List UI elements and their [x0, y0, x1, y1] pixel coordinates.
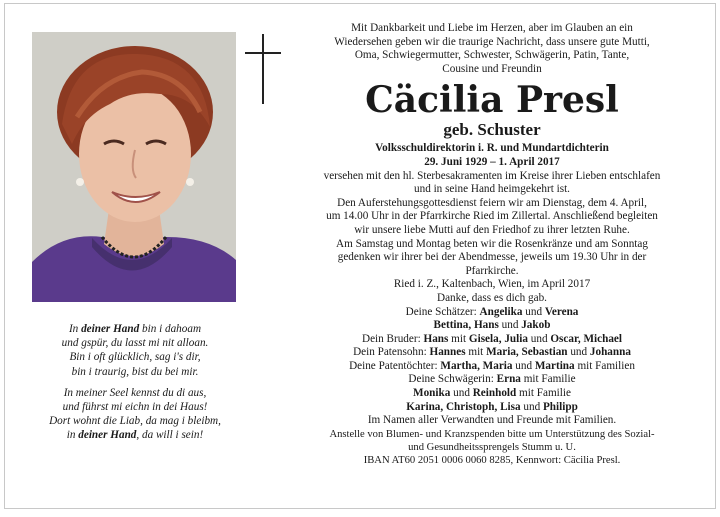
intro-text	[277, 22, 707, 76]
poem-line	[25, 428, 245, 442]
place-date: Ried i. Z., Kaltenbach, Wien, im April 2017	[393, 278, 591, 291]
family-line	[277, 360, 707, 374]
donation-line: und Gesundheitssprengels Stumm u. U.	[408, 441, 576, 453]
family-conj: und	[570, 346, 588, 359]
family-conj: und	[453, 387, 470, 400]
family-line	[277, 373, 707, 387]
poem-text: in	[66, 429, 79, 442]
family-names: Martha, Maria	[440, 359, 513, 372]
deceased-name: Cäcilia Presl	[365, 79, 619, 122]
poem-line: und gspür, du lasst mi nit alloan.	[61, 337, 209, 350]
funeral-line: wir unsere liebe Mutti auf den Friedhof zu ihrer letzten Ruhe.	[354, 223, 630, 236]
funeral-line: Den Auferstehungsgottesdienst feiern wir am Dienstag, dem 4. April,	[337, 196, 647, 209]
poem-text: , da will i sein!	[136, 429, 204, 442]
maiden-name: geb. Schuster	[443, 120, 541, 140]
family-names: Reinhold	[472, 387, 517, 400]
family-line	[277, 387, 707, 401]
poem-stanza-gap	[25, 379, 245, 386]
family-conj: und	[530, 332, 548, 345]
family-names: Erna	[496, 373, 521, 386]
poem	[25, 322, 245, 443]
cross-vertical-bar	[262, 34, 264, 104]
family-conj: mit Familie	[523, 373, 576, 386]
closing-line: Im Namen aller Verwandten und Freunde mit Familien.	[367, 414, 617, 427]
poem-text: bin i dahoam	[139, 323, 202, 335]
family-names: Bettina, Hans	[433, 319, 499, 332]
funeral-line: Pfarrkirche.	[465, 264, 519, 277]
family-conj: mit	[468, 346, 484, 359]
cross-horizontal-bar	[245, 52, 281, 54]
family-conj: und	[523, 400, 541, 413]
portrait-photo	[32, 32, 236, 302]
family-names: Maria, Sebastian	[486, 346, 568, 359]
notice-text	[277, 22, 707, 467]
poem-emphasis: deiner Hand	[81, 323, 140, 335]
intro-line: Cousine und Freundin	[442, 62, 542, 75]
family-names: Hannes	[429, 346, 466, 359]
family-line	[277, 401, 707, 415]
family-names: Gisela, Julia	[468, 332, 528, 345]
family-label: Dein Bruder:	[361, 332, 421, 345]
family-line	[277, 333, 707, 347]
funeral-line: um 14.00 Uhr in der Pfarrkirche Ried im Zillertal. Anschließend begleiten	[326, 210, 658, 223]
funeral-line: gedenken wir ihrer bei der Abendmesse, jeweils um 19.30 Uhr in der	[337, 251, 647, 264]
poem-line: Bin i oft glücklich, sag i's dir,	[69, 351, 201, 364]
intro-line: Wiedersehen geben wir die traurige Nachricht, dass unsere gute Mutti,	[334, 35, 650, 48]
family-line	[277, 306, 707, 320]
family-names: Oscar, Michael	[550, 332, 622, 345]
family-line	[277, 319, 707, 333]
poem-line: und führst mi eichn in dei Haus!	[62, 401, 208, 414]
sacraments-line: versehen mit den hl. Sterbesakramenten im Kreise ihrer Lieben entschlafen	[323, 169, 661, 182]
life-dates: 29. Juni 1929 – 1. April 2017	[424, 155, 560, 168]
family-line	[277, 346, 707, 360]
family-label: Dein Patensohn:	[353, 346, 427, 359]
family-names: Philipp	[542, 400, 578, 413]
poem-line: Dort wohnt die Liab, da mag i bleibm,	[49, 415, 221, 428]
family-names: Karina, Christoph, Lisa	[406, 400, 521, 413]
family-names: Monika	[413, 387, 451, 400]
family-conj: mit Familien	[577, 359, 635, 372]
family-conj: und	[525, 305, 543, 318]
family-label: Deine Schätzer:	[405, 305, 477, 318]
poem-line: bin i traurig, bist du bei mir.	[71, 365, 199, 378]
family-names: Hans	[423, 332, 449, 345]
funeral-line: Am Samstag und Montag beten wir die Rosenkränze und am Sonntag	[336, 237, 648, 250]
cross-icon	[245, 34, 281, 104]
family-names: Jakob	[521, 319, 551, 332]
family-label: Deine Patentöchter:	[349, 359, 438, 372]
poem-text: In	[68, 323, 82, 335]
intro-line: Oma, Schwiegermutter, Schwester, Schwägerin, Patin, Tante,	[354, 49, 630, 62]
family-names: Angelika	[479, 305, 523, 318]
poem-line: In meiner Seel kennst du di aus,	[63, 386, 207, 399]
donation-line: Anstelle von Blumen- und Kranzspenden bitte um Unterstützung des Sozial-	[329, 428, 655, 440]
donation-line: IBAN AT60 2051 0006 0060 8285, Kennwort: Cäcilia Presl.	[363, 454, 621, 466]
family-conj: und	[501, 319, 519, 332]
profession: Volksschuldirektorin i. R. und Mundartdichterin	[375, 142, 609, 155]
family-label: Deine Schwägerin:	[408, 373, 494, 386]
family-conj: mit	[451, 332, 467, 345]
family-names: Johanna	[589, 346, 631, 359]
family-conj: mit Familie	[519, 387, 571, 400]
poem-line	[25, 322, 245, 336]
thanks-line: Danke, dass es dich gab.	[437, 291, 547, 304]
obituary-notice	[4, 3, 716, 509]
family-names: Martina	[534, 359, 575, 372]
intro-line: Mit Dankbarkeit und Liebe im Herzen, aber im Glauben an ein	[351, 22, 633, 34]
sacraments-line: und in seine Hand heimgekehrt ist.	[414, 183, 570, 196]
family-conj: und	[515, 359, 533, 372]
poem-emphasis: deiner Hand	[78, 429, 137, 442]
family-names: Verena	[544, 305, 579, 318]
portrait-illustration	[32, 32, 236, 302]
